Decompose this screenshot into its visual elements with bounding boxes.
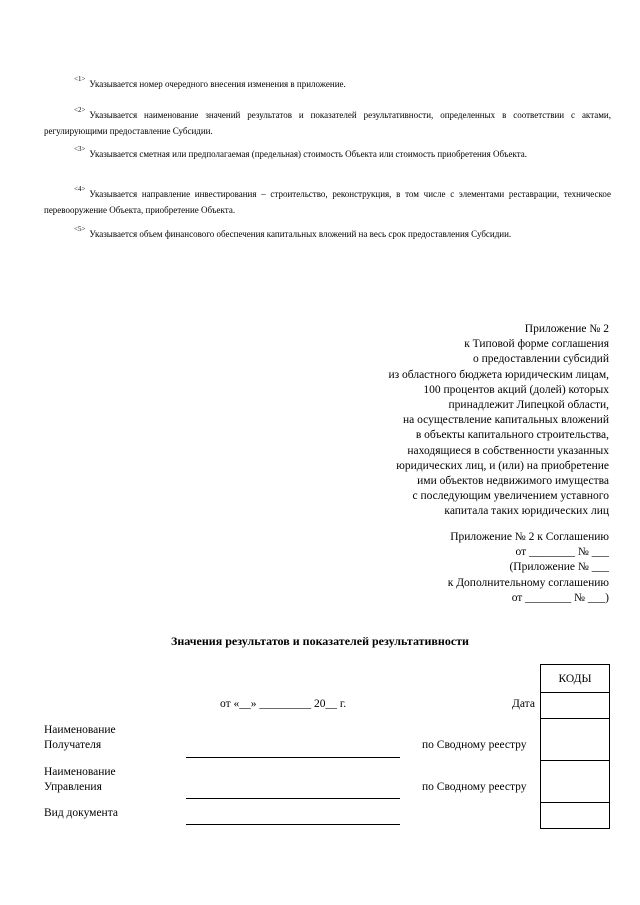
codes-header: КОДЫ [541, 665, 610, 693]
appendix-line: находящиеся в собственности указанных [407, 444, 609, 457]
recipient-code-cell[interactable] [541, 719, 610, 761]
recipient-name-field[interactable] [186, 757, 400, 758]
footnote-3 [44, 146, 611, 162]
department-label-1: Наименование [44, 766, 116, 778]
appendix-line: с последующим увеличением уставного [412, 490, 609, 503]
footnote-text: Указывается объем финансового обеспечения капитальных вложений на весь срок предоставления Субсидии. [89, 229, 512, 239]
recipient-label-2: Получателя [44, 739, 102, 751]
appendix-line: юридических лиц, и (или) на приобретение [396, 459, 609, 472]
codes-table [540, 664, 610, 829]
appendix-line: в объекты капитального строительства, [415, 429, 609, 442]
appendix-line: ими объектов недвижимого имущества [417, 475, 609, 488]
recipient-label-1: Наименование [44, 724, 116, 736]
form-title: Значения результатов и показателей результативности [171, 634, 469, 648]
department-name-field[interactable] [186, 798, 400, 799]
footnote-mark: <4> [74, 185, 86, 193]
footnote-mark: <2> [74, 106, 86, 114]
footnote-mark: <3> [74, 145, 86, 153]
footnote-text: Указывается направление инвестирования – строительство, реконструкция, в том числе с элементами реставрации, техническое перевооружение Объекта, приобретение Объекта. [44, 189, 611, 215]
agreement-line: (Приложение № ___ [509, 561, 609, 574]
appendix-line: о предоставлении субсидий [472, 353, 609, 366]
appendix-line: из областного бюджета юридическим лицам, [388, 368, 609, 381]
department-label-2: Управления [44, 781, 102, 793]
appendix-header [388, 322, 609, 520]
appendix-line: принадлежит Липецкой области, [448, 399, 609, 412]
agreement-line: от ________ № ___ [515, 546, 609, 559]
footnote-4 [44, 186, 611, 218]
footnote-mark: <5> [74, 225, 86, 233]
doc-type-code-cell[interactable] [541, 803, 610, 829]
agreement-line: к Дополнительному соглашению [447, 576, 609, 589]
appendix-line: на осуществление капитальных вложений [402, 414, 609, 427]
footnote-text: Указывается сметная или предполагаемая (предельная) стоимость Объекта или стоимость приобретения Объекта. [89, 149, 528, 159]
date-line: от «__» _________ 20__ г. [220, 698, 347, 710]
appendix-line: 100 процентов акций (долей) которых [423, 383, 609, 396]
doc-type-label: Вид документа [44, 807, 118, 819]
footnote-2 [44, 107, 611, 139]
appendix-line: капитала таких юридических лиц [444, 505, 609, 518]
agreement-reference [448, 530, 609, 606]
doc-type-field[interactable] [186, 824, 400, 825]
agreement-line: Приложение № 2 к Соглашению [450, 531, 609, 543]
department-code-cell[interactable] [541, 761, 610, 803]
footnote-text: Указывается наименование значений результатов и показателей результативности, определенных в соответствии с актами, регулирующими предоставление Субсидии. [44, 110, 611, 136]
recipient-registry-label: по Сводному реестру [422, 739, 527, 751]
footnote-text: Указывается номер очередного внесения изменения в приложение. [89, 79, 346, 89]
appendix-line: Приложение № 2 [524, 323, 609, 335]
date-code-cell[interactable] [541, 693, 610, 719]
agreement-line: от ________ № ___) [511, 591, 609, 604]
date-label: Дата [512, 698, 535, 710]
footnote-5 [44, 226, 611, 242]
footnote-1 [44, 76, 611, 92]
footnote-mark: <1> [74, 75, 86, 83]
department-registry-label: по Сводному реестру [422, 781, 527, 793]
appendix-line: к Типовой форме соглашения [464, 338, 609, 351]
